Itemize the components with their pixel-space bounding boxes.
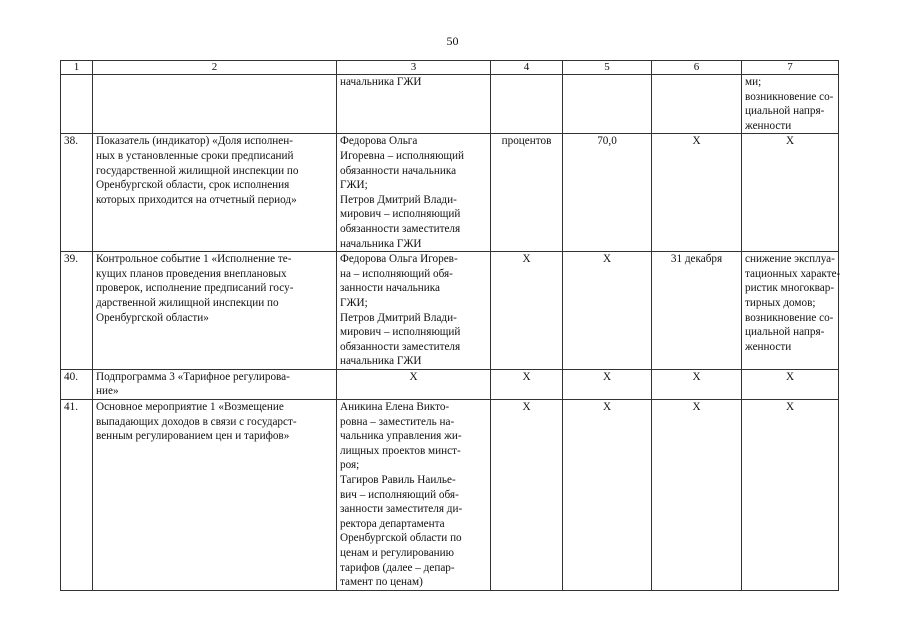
responsible-line: занности заместителя ди-: [340, 503, 463, 516]
column-number-row: [61, 61, 839, 75]
column-header: 5: [563, 61, 652, 75]
consequences-line: возникновение со-: [745, 311, 834, 324]
consequences-line: Х: [785, 401, 795, 414]
responsible-line: Аникина Елена Викто-: [340, 401, 450, 414]
consequences-cell: [742, 134, 839, 252]
unit-cell: Х: [491, 400, 563, 591]
responsible-line: Х: [409, 370, 418, 383]
responsible-line: ценам и регулированию: [340, 547, 455, 559]
name-line: ние»: [96, 385, 119, 398]
name-line: Показатель (индикатор) «Доля исполнен-: [96, 135, 293, 148]
name-line: проверок, исполнение предписаний госу-: [96, 282, 294, 295]
column-header: 3: [337, 61, 491, 75]
plan-table: [60, 60, 839, 591]
measure-name: [93, 134, 337, 252]
responsible-line: начальника ГЖИ: [340, 355, 422, 368]
table-row: [61, 75, 839, 134]
column-header: 6: [652, 61, 742, 75]
responsible-person: [337, 134, 491, 252]
date-cell: Х: [652, 134, 742, 252]
responsible-line: ГЖИ;: [340, 179, 368, 192]
responsible-line: мирович – исполняющий: [340, 326, 461, 339]
consequences-line: женности: [745, 119, 792, 132]
responsible-line: Тагиров Равиль Наилье-: [340, 474, 456, 487]
consequences-line: тационных характе-: [745, 267, 841, 280]
unit-cell: Х: [491, 369, 563, 399]
row-number: 39.: [61, 252, 93, 370]
responsible-line: тарифов (далее – депар-: [340, 561, 455, 574]
name-line: которых приходится на отчетный период»: [96, 193, 297, 206]
unit-cell: [491, 75, 563, 134]
table-row: [61, 400, 839, 591]
responsible-line: тамент по ценам): [340, 576, 423, 589]
value-cell: Х: [563, 252, 652, 370]
measure-name: [93, 400, 337, 591]
consequences-line: возникновение со-: [745, 90, 834, 103]
responsible-line: ректора департамента: [340, 517, 445, 530]
responsible-line: Игоревна – исполняющий: [340, 149, 465, 162]
date-cell: 31 декабря: [652, 252, 742, 370]
responsible-line: Петров Дмитрий Влади-: [340, 193, 457, 206]
name-line: выпадающих доходов в связи с государст-: [96, 415, 297, 428]
consequences-line: Х: [785, 135, 795, 148]
date-cell: Х: [652, 369, 742, 399]
name-line: венным регулированием цен и тарифов»: [96, 430, 290, 443]
date-cell: Х: [652, 400, 742, 591]
consequences-cell: [742, 252, 839, 370]
page-number: 50: [446, 34, 459, 48]
consequences-line: снижение эксплуа-: [745, 253, 835, 266]
responsible-line: занности начальника: [340, 282, 440, 295]
column-header: 2: [93, 61, 337, 75]
value-cell: [563, 75, 652, 134]
responsible-line: начальника ГЖИ: [340, 76, 422, 88]
consequences-cell: [742, 400, 839, 591]
date-cell: [652, 75, 742, 134]
responsible-line: ГЖИ;: [340, 296, 368, 309]
name-line: Оренбургской области, срок исполнения: [96, 179, 290, 192]
consequences-line: женности: [745, 340, 792, 353]
measure-name: [93, 369, 337, 399]
consequences-line: тирных домов;: [745, 296, 816, 309]
responsible-line: Федорова Ольга Игорев-: [340, 253, 458, 266]
measure-name: [93, 252, 337, 370]
responsible-line: ровна – заместитель на-: [340, 415, 455, 428]
row-number: [61, 75, 93, 134]
name-line: кущих планов проведения внеплановых: [96, 267, 287, 280]
table-row: [61, 134, 839, 252]
consequences-cell: [742, 75, 839, 134]
responsible-person: [337, 252, 491, 370]
name-line: государственной жилищной инспекции по: [96, 164, 299, 177]
responsible-line: обязанности начальника: [340, 164, 457, 177]
measure-name: [93, 75, 337, 134]
responsible-line: чальника управления жи-: [340, 430, 462, 443]
responsible-line: на – исполняющий обя-: [340, 267, 453, 280]
consequences-line: ристик многоквар-: [745, 282, 835, 295]
column-header: 4: [491, 61, 563, 75]
responsible-person: [337, 369, 491, 399]
responsible-line: вич – исполняющий обя-: [340, 488, 459, 501]
responsible-person: [337, 75, 491, 134]
responsible-line: Петров Дмитрий Влади-: [340, 311, 457, 324]
table-row: [61, 252, 839, 370]
responsible-line: обязанности заместителя: [340, 222, 461, 235]
unit-cell: процентов: [491, 134, 563, 252]
column-header: 7: [742, 61, 839, 75]
value-cell: Х: [563, 400, 652, 591]
name-line: дарственной жилищной инспекции по: [96, 296, 279, 309]
consequences-line: циальной напря-: [745, 105, 825, 118]
responsible-line: начальника ГЖИ: [340, 237, 422, 250]
name-line: Основное мероприятие 1 «Возмещение: [96, 401, 284, 414]
responsible-line: обязанности заместителя: [340, 340, 461, 353]
name-line: Подпрограмма 3 «Тарифное регулирова-: [96, 370, 290, 383]
responsible-person: [337, 400, 491, 591]
name-line: Контрольное событие 1 «Исполнение те-: [96, 253, 292, 266]
value-cell: 70,0: [563, 134, 652, 252]
responsible-line: Федорова Ольга: [340, 135, 418, 148]
responsible-line: Оренбургской области по: [340, 532, 462, 545]
value-cell: Х: [563, 369, 652, 399]
consequences-line: Х: [785, 370, 795, 383]
name-line: Оренбургской области»: [96, 311, 209, 324]
consequences-cell: [742, 369, 839, 399]
table-row: [61, 369, 839, 399]
column-header: 1: [61, 61, 93, 75]
responsible-line: роя;: [340, 459, 360, 472]
consequences-line: ми;: [745, 76, 762, 88]
unit-cell: Х: [491, 252, 563, 370]
responsible-line: мирович – исполняющий: [340, 208, 461, 221]
row-number: 40.: [61, 369, 93, 399]
row-number: 38.: [61, 134, 93, 252]
row-number: 41.: [61, 400, 93, 591]
name-line: ных в установленные сроки предписаний: [96, 149, 294, 162]
responsible-line: лищных проектов минст-: [340, 444, 461, 457]
consequences-line: циальной напря-: [745, 326, 825, 339]
